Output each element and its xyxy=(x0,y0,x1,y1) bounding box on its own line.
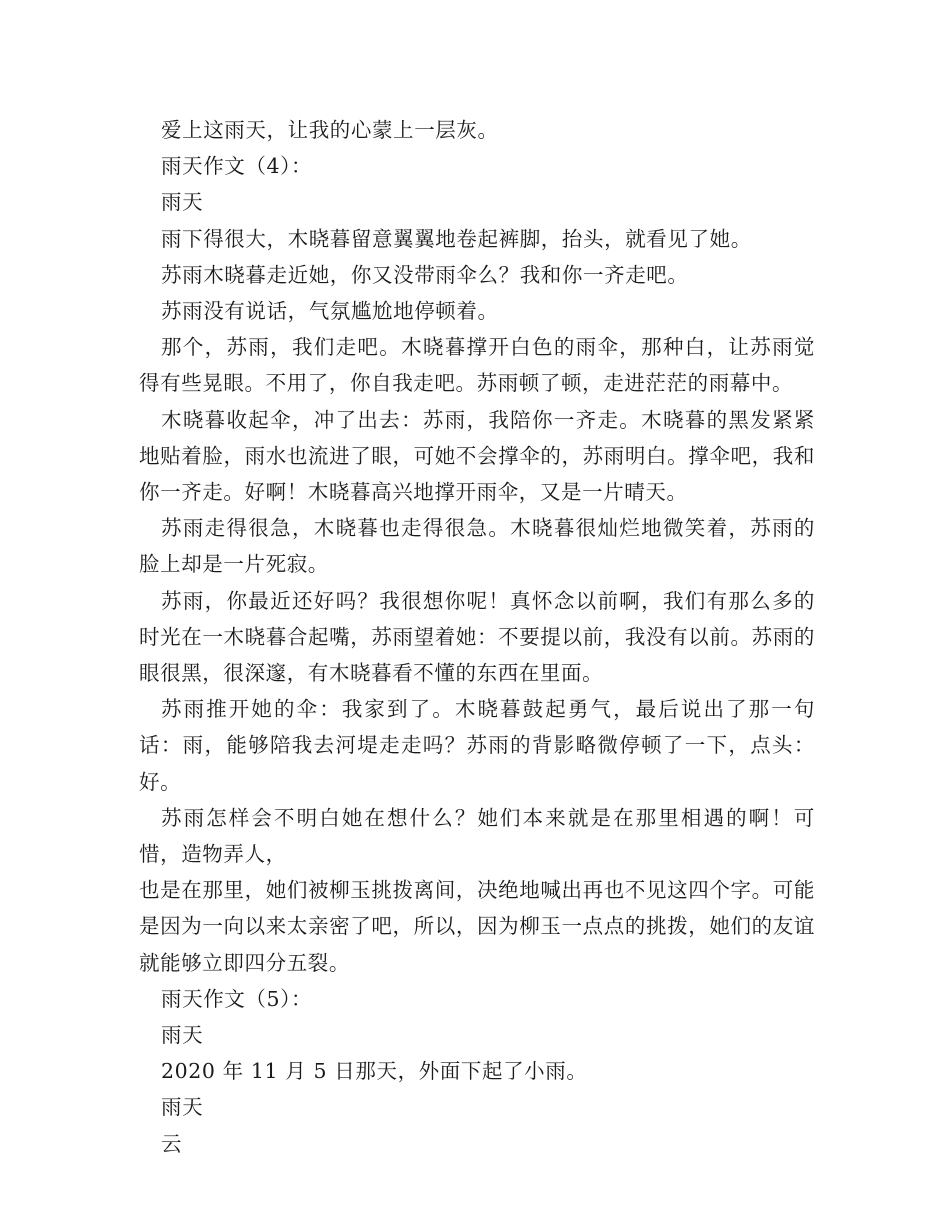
section-heading: 雨天作文（4）： xyxy=(161,154,313,179)
essay-title: 雨天 xyxy=(161,1095,204,1120)
paragraph: 苏雨木晓暮走近她，你又没带雨伞么？我和你一齐走吧。 xyxy=(161,262,689,287)
paragraph: 苏雨走得很急，木晓暮也走得很急。木晓暮很灿烂地微笑着，苏雨的脸上却是一片死寂。 xyxy=(139,516,815,577)
paragraph: 2020 年 11 月 5 日那天，外面下起了小雨。 xyxy=(161,1059,588,1084)
paragraph: 木晓暮收起伞，冲了出去：苏雨，我陪你一齐走。木晓暮的黑发紧紧地贴着脸，雨水也流进了眼，可她不会撑伞的，苏雨明白。撑伞吧，我和你一齐走。好啊！木晓暮高兴地撑开雨伞，又是一片晴天。 xyxy=(139,407,815,505)
paragraph: 苏雨，你最近还好吗？我很想你呢！真怀念以前啊，我们有那么多的时光在一木晓暮合起嘴，苏雨望着她：不要提以前，我没有以前。苏雨的眼很黑，很深邃，有木晓暮看不懂的东西在里面。 xyxy=(139,588,815,686)
document-body xyxy=(139,112,815,1162)
essay-title: 雨天 xyxy=(161,1023,204,1048)
essay-title: 雨天 xyxy=(161,190,204,215)
paragraph: 雨下得很大，木晓暮留意翼翼地卷起裤脚，抬头，就看见了她。 xyxy=(161,226,752,251)
paragraph: 爱上这雨天，让我的心蒙上一层灰。 xyxy=(161,118,499,142)
paragraph: 苏雨怎样会不明白她在想什么？她们本来就是在那里相遇的啊！可惜，造物弄人， xyxy=(139,805,815,867)
paragraph: 苏雨推开她的伞：我家到了。木晓暮鼓起勇气，最后说出了那一句话：雨，能够陪我去河堤走走吗？苏雨的背影略微停顿了一下，点头：好。 xyxy=(139,697,815,794)
section-heading: 雨天作文（5）： xyxy=(161,986,313,1011)
paragraph: 那个，苏雨，我们走吧。木晓暮撑开白色的雨伞，那种白，让苏雨觉得有些晃眼。不用了，你自我走吧。苏雨顿了顿，走进茫茫的雨幕中。 xyxy=(139,335,815,396)
paragraph: 云 xyxy=(161,1131,183,1156)
paragraph: 苏雨没有说话，气氛尴尬地停顿着。 xyxy=(161,299,499,324)
paragraph: 也是在那里，她们被柳玉挑拨离间，决绝地喊出再也不见这四个字。可能是因为一向以来太亲密了吧，所以，因为柳玉一点点的挑拨，她们的友谊就能够立即四分五裂。 xyxy=(139,878,815,975)
